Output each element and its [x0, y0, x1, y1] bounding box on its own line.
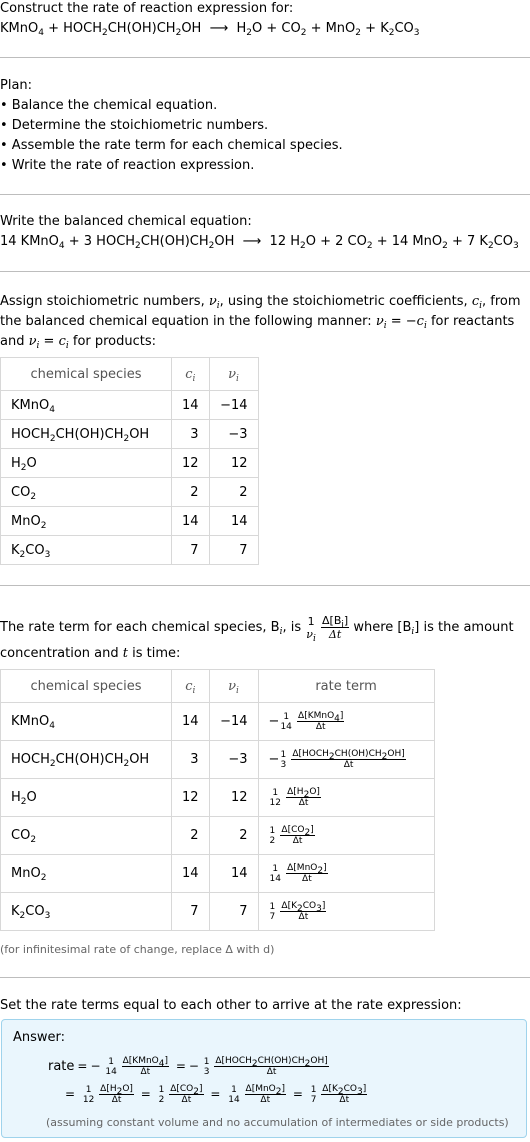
plan-heading: Plan: [0, 78, 33, 93]
rate-intro: The rate term for each chemical species, $B_i$, is 1 $\nu_i$ $\frac{\Delta[B_i]}{\Delta t}$ where $[B_i]$ is the amount [0, 614, 514, 644]
answer-box [1, 1019, 527, 1138]
table-row [1, 741, 435, 779]
plan-step: • Determine the stoichiometric numbers. [0, 118, 269, 133]
divider [0, 271, 530, 272]
c-cell: 14 [172, 703, 210, 741]
table-row [1, 855, 435, 893]
nu-cell: 7 [209, 536, 258, 565]
plan-step: • Assemble the rate term for each chemical species. [0, 138, 343, 153]
species-cell: $HOCH_2CH(OH)CH_2OH$ [1, 420, 172, 449]
species-cell: MnO$_2$ [1, 507, 172, 536]
column-header: $c_i$ [172, 358, 210, 391]
balanced-heading: Write the balanced chemical equation: [0, 214, 252, 229]
table-row [1, 420, 259, 449]
table-row [1, 817, 435, 855]
table-row [1, 703, 435, 741]
species-cell: $CO_2$ [1, 817, 172, 855]
species-cell: $H_2O$ [1, 449, 172, 478]
final-heading: Set the rate terms equal to each other to arrive at the rate expression: [0, 998, 462, 1013]
c-cell: 14 [172, 391, 210, 420]
c-cell: 2 [172, 478, 210, 507]
nu-cell: 14 [209, 855, 258, 893]
unbalanced-reaction: KMnO$_4$ + $HOCH_2CH(OH)CH_2OH$ ⟶ $H_2O + CO_2 + MnO_2 + K_2CO_3$ [0, 21, 420, 38]
divider [0, 977, 530, 978]
table-row [1, 893, 435, 931]
c-cell: 14 [172, 855, 210, 893]
stoich-table [0, 357, 259, 565]
nu-cell: 12 [209, 779, 258, 817]
table-row [1, 449, 259, 478]
nu-cell: 2 [209, 817, 258, 855]
c-cell: 3 [172, 420, 210, 449]
c-cell: 14 [172, 507, 210, 536]
species-cell: $HOCH_2CH(OH)CH_2OH$ [1, 741, 172, 779]
table-row [1, 779, 435, 817]
c-cell: 2 [172, 817, 210, 855]
column-header: $\nu_i$ [209, 358, 258, 391]
species-cell: $CO_2$ [1, 478, 172, 507]
nu-cell: 2 [209, 478, 258, 507]
table-row [1, 507, 259, 536]
nu-cell: 14 [209, 507, 258, 536]
divider [0, 194, 530, 195]
c-cell: 7 [172, 536, 210, 565]
nu-cell: −3 [209, 741, 258, 779]
species-cell: $H_2O$ [1, 779, 172, 817]
answer-label: Answer: [13, 1030, 66, 1045]
species-cell: $K_2CO_3$ [1, 536, 172, 565]
page-title: Construct the rate of reaction expression for: [0, 1, 294, 16]
c-cell: 12 [172, 449, 210, 478]
stoich-intro: the balanced chemical equation in the following manner: $\nu_i = -c_i$ for reactants [0, 314, 515, 331]
nu-cell: 7 [209, 893, 258, 931]
table-row [1, 391, 259, 420]
stoich-intro: and $\nu_i = c_i$ for products: [0, 334, 157, 351]
c-cell: 12 [172, 779, 210, 817]
assumption-note: (assuming constant volume and no accumulation of intermediates or side products) [46, 1116, 509, 1129]
rate-expression-line-1: rate = − 1 14 $\frac{\Delta[KMnO_4]}{\Delta t}$ = − 1 3 $\frac{\Delta[HOCH_2CH(OH)CH_2OH]}{\Delta t}$ [48, 1056, 328, 1077]
rate-term-cell: 1 2 $\frac{\Delta[CO_2]}{\Delta t}$ [258, 817, 434, 855]
table-row [1, 478, 259, 507]
nu-cell: −14 [209, 391, 258, 420]
column-header: $c_i$ [172, 670, 210, 703]
balanced-equation: 14 KMnO$_4$ + 3 $HOCH_2CH(OH)CH_2OH$ ⟶ 12 $H_2O + 2$ $CO_2 + 14$ MnO$_2$ + 7 $K_2CO_3$ [0, 234, 519, 251]
c-cell: 3 [172, 741, 210, 779]
c-cell: 7 [172, 893, 210, 931]
column-header: rate term [258, 670, 434, 703]
rate-table [0, 669, 435, 931]
species-cell: KMnO$_4$ [1, 703, 172, 741]
column-header: $\nu_i$ [209, 670, 258, 703]
plan-step: • Balance the chemical equation. [0, 98, 218, 113]
infinitesimal-note: (for infinitesimal rate of change, replace Δ with d) [0, 943, 275, 956]
rate-intro: concentration and t is time: [0, 646, 181, 661]
plan-step: • Write the rate of reaction expression. [0, 158, 255, 173]
column-header: chemical species [1, 358, 172, 391]
rate-term-cell: 1 14 $\frac{\Delta[MnO_2]}{\Delta t}$ [258, 855, 434, 893]
rate-term-cell: 1 7 $\frac{\Delta[K_2CO_3]}{\Delta t}$ [258, 893, 434, 931]
rate-term-cell: 1 12 $\frac{\Delta[H_2O]}{\Delta t}$ [258, 779, 434, 817]
stoich-intro: Assign stoichiometric numbers, $\nu_i$, using the stoichiometric coefficients, $c_i$, from [0, 294, 521, 311]
divider [0, 57, 530, 58]
nu-cell: 12 [209, 449, 258, 478]
rate-term-cell: − 1 14 $\frac{\Delta[KMnO_4]}{\Delta t}$ [258, 703, 434, 741]
species-cell: MnO$_2$ [1, 855, 172, 893]
species-cell: KMnO$_4$ [1, 391, 172, 420]
species-cell: $K_2CO_3$ [1, 893, 172, 931]
nu-cell: −14 [209, 703, 258, 741]
column-header: chemical species [1, 670, 172, 703]
rate-term-cell: − 1 3 $\frac{\Delta[HOCH_2CH(OH)CH_2OH]}{\Delta t}$ [258, 741, 434, 779]
rate-expression-line-2: = 1 12 $\frac{\Delta[H_2O]}{\Delta t}$ = 1 2 $\frac{\Delta[CO_2]}{\Delta t}$ = 1 14 $\frac{\Delta[MnO_2]}{\Delta t}$ = 1 7 $\frac{\Delta[K_2CO_3]}{\Delta t}$ [65, 1084, 367, 1105]
table-row [1, 536, 259, 565]
nu-cell: −3 [209, 420, 258, 449]
divider [0, 585, 530, 586]
